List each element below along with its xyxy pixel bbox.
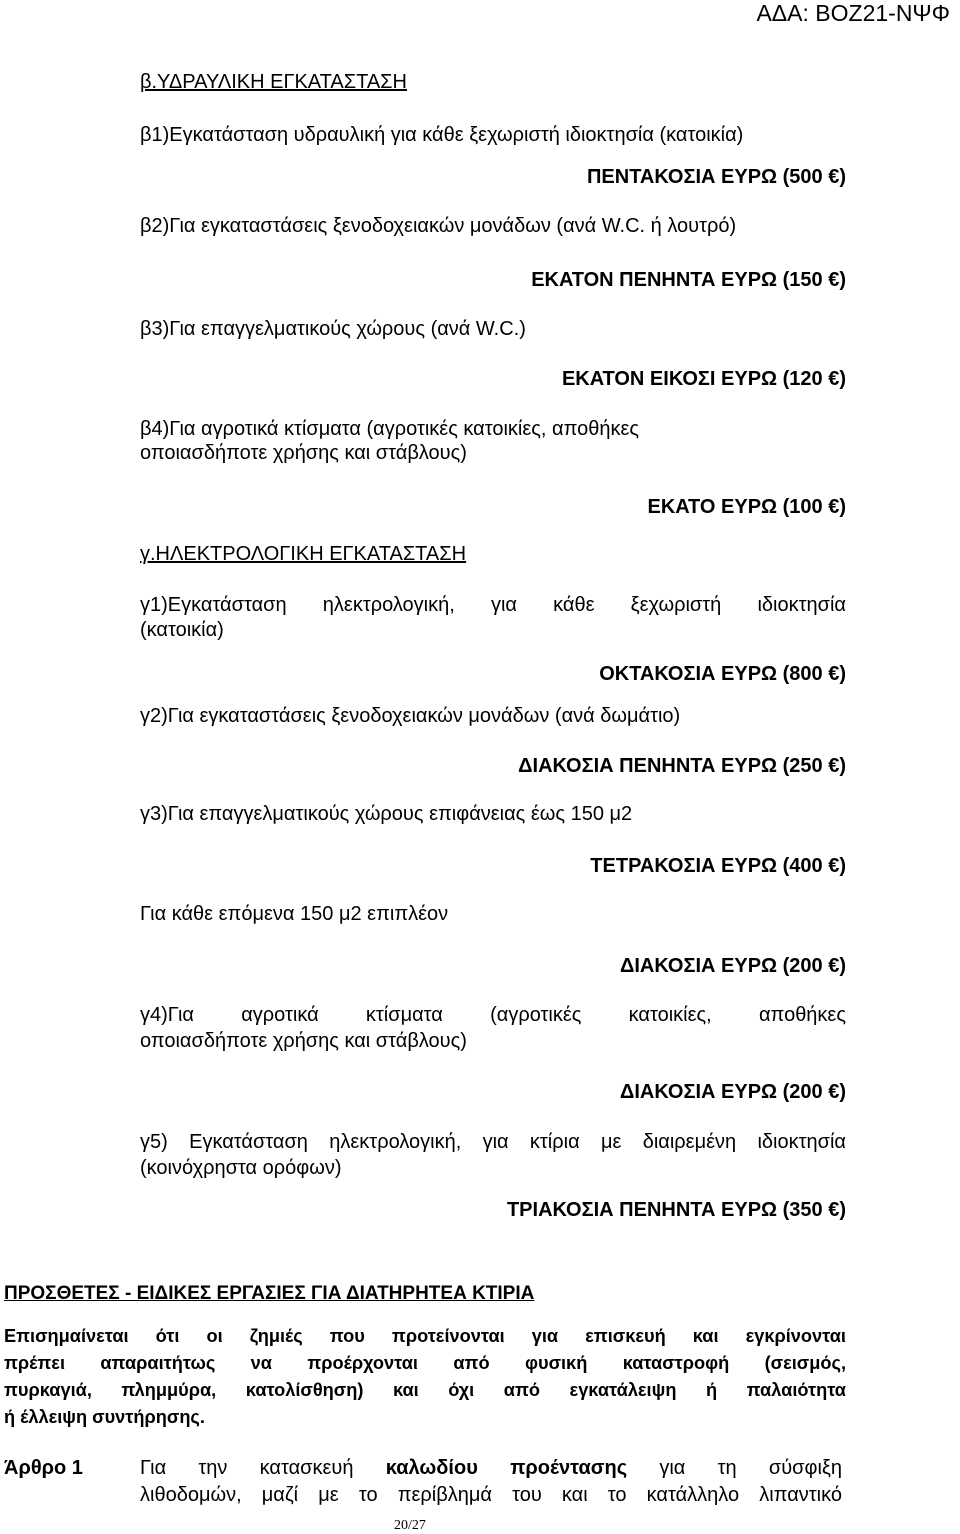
item-c3-extra-price: ΔΙΑΚΟΣΙΑ ΕΥΡΩ (200 €): [620, 955, 846, 977]
item-c2-text: γ2)Για εγκαταστάσεις ξενοδοχειακών μονάδων (ανά δωμάτιο): [140, 705, 681, 727]
article-line-2: λιθοδομών, μαζί με το περίβλημά του και το κατάλληλο λιπαντικό: [140, 1484, 842, 1506]
item-c1-price: ΟΚΤΑΚΟΣΙΑ ΕΥΡΩ (800 €): [599, 663, 846, 685]
item-b4-price: ΕΚΑΤΟ ΕΥΡΩ (100 €): [647, 496, 846, 518]
page-number: 20/27: [394, 1518, 426, 1533]
item-c4-text-line1: γ4)Για αγροτικά κτίσματα (αγροτικές κατοικίες, αποθήκες: [140, 1004, 846, 1026]
additional-title: ΠΡΟΣΘΕΤΕΣ - ΕΙΔΙΚΕΣ ΕΡΓΑΣΙΕΣ ΓΙΑ ΔΙΑΤΗΡΗΤΕΑ ΚΤΙΡΙΑ: [4, 1283, 535, 1304]
article-label: Άρθρο 1: [4, 1457, 83, 1479]
article-line-1-end: για τη σύσφιξη: [627, 1457, 842, 1479]
notice-line-4: ή έλλειψη συντήρησης.: [4, 1407, 205, 1427]
section-c-title: γ.ΗΛΕΚΤΡΟΛΟΓΙΚΗ ΕΓΚΑΤΑΣΤΑΣΗ: [140, 543, 467, 565]
item-c5-text-line2: (κοινόχρηστα ορόφων): [140, 1157, 342, 1179]
notice-line-1: Επισημαίνεται ότι οι ζημιές που προτείνονται για επισκευή και εγκρίνονται: [4, 1326, 846, 1346]
notice-line-2: πρέπει απαραιτήτως να προέρχονται από φυσική καταστροφή (σεισμός,: [4, 1353, 846, 1373]
item-c3-text: γ3)Για επαγγελματικούς χώρους επιφάνειας έως 150 μ2: [140, 803, 633, 825]
item-c3-extra-text: Για κάθε επόμενα 150 μ2 επιπλέον: [140, 903, 449, 925]
notice-line-3: πυρκαγιά, πλημμύρα, κατολίσθηση) και όχι από εγκατάλειψη ή παλαιότητα: [4, 1380, 846, 1400]
item-c4-price: ΔΙΑΚΟΣΙΑ ΕΥΡΩ (200 €): [620, 1081, 846, 1103]
item-b4-text-line2: οποιασδήποτε χρήσης και στάβλους): [140, 442, 467, 464]
item-c3-price: ΤΕΤΡΑΚΟΣΙΑ ΕΥΡΩ (400 €): [590, 855, 846, 877]
item-b3-price: ΕΚΑΤΟΝ ΕΙΚΟΣΙ ΕΥΡΩ (120 €): [561, 368, 846, 390]
item-b2-price: ΕΚΑΤΟΝ ΠΕΝΗΝΤΑ ΕΥΡΩ (150 €): [531, 269, 846, 291]
item-c5-price: ΤΡΙΑΚΟΣΙΑ ΠΕΝΗΝΤΑ ΕΥΡΩ (350 €): [506, 1199, 846, 1221]
article-line-1-bold: καλωδίου προέντασης: [385, 1457, 628, 1479]
section-b-title: β.ΥΔΡΑΥΛΙΚΗ ΕΓΚΑΤΑΣΤΑΣΗ: [140, 71, 407, 93]
notice-paragraph: [4, 1323, 846, 1431]
item-b4-text-line1: β4)Για αγροτικά κτίσματα (αγροτικές κατοικίες, αποθήκες: [140, 418, 640, 440]
article-line-1: [140, 1457, 842, 1479]
article-line-1-start: Για την κατασκευή: [140, 1457, 386, 1479]
item-c4-text-line2: οποιασδήποτε χρήσης και στάβλους): [140, 1030, 467, 1052]
item-b2-text: β2)Για εγκαταστάσεις ξενοδοχειακών μονάδων (ανά W.C. ή λουτρό): [140, 215, 737, 237]
item-c1-text-line2: (κατοικία): [140, 619, 224, 641]
item-b1-price: ΠΕΝΤΑΚΟΣΙΑ ΕΥΡΩ (500 €): [586, 166, 846, 188]
item-c5-text-line1: γ5) Εγκατάσταση ηλεκτρολογική, για κτίρια με διαιρεμένη ιδιοκτησία: [140, 1131, 846, 1153]
item-b3-text: β3)Για επαγγελματικούς χώρους (ανά W.C.): [140, 318, 526, 340]
item-b1-text: β1)Εγκατάσταση υδραυλική για κάθε ξεχωριστή ιδιοκτησία (κατοικία): [140, 124, 744, 146]
item-c1-text-line1: γ1)Εγκατάσταση ηλεκτρολογική, για κάθε ξεχωριστή ιδιοκτησία: [140, 594, 846, 616]
item-c2-price: ΔΙΑΚΟΣΙΑ ΠΕΝΗΝΤΑ ΕΥΡΩ (250 €): [518, 755, 846, 777]
ada-code: ΑΔΑ: ΒΟΖ21-ΝΨΦ: [756, 0, 950, 26]
